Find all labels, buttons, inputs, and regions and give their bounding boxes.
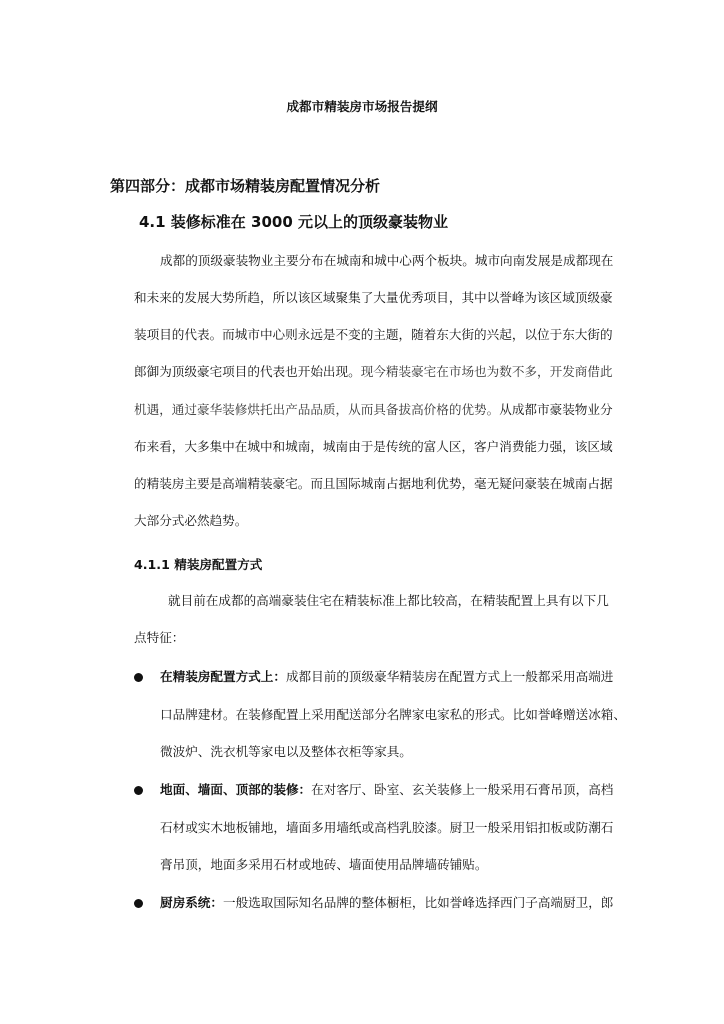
paragraph-line	[134, 363, 613, 381]
bullet-label: 厨房系统：	[160, 895, 223, 910]
paragraph-line: 大部分式必然趋势。	[134, 513, 248, 528]
bullet-text: 成都目前的顶级豪华精装房在配置方式上一般都采用高端进	[285, 669, 614, 684]
section-heading: 4.1 装修标准在 3000 元以上的顶级豪装物业	[139, 213, 448, 231]
bullet-line	[160, 781, 613, 799]
paragraph-text-serif: 机遇，通过豪华装修烘托出产品品质，从而具备拔高价格的优势。	[134, 402, 500, 417]
subsection-heading: 4.1.1 精装房配置方式	[134, 557, 263, 572]
paragraph-line: 布来看，大多集中在城中和城南，城南由于是传统的富人区，客户消费能力强，该区域	[134, 439, 613, 454]
part-heading: 第四部分：成都市场精装房配置情况分析	[110, 177, 381, 195]
bullet-text: 一般选取国际知名品牌的整体橱柜，比如誉峰选择西门子高端厨卫，郎	[222, 895, 614, 910]
paragraph-text: 郎御为顶级豪宅项目的代表也开始出现。	[134, 364, 361, 379]
paragraph-text: 从成都市豪装物业分	[499, 402, 613, 417]
bullet-label: 地面、墙面、顶部的装修：	[160, 782, 312, 797]
paragraph-line: 和未来的发展大势所趋，所以该区域聚集了大量优秀项目，其中以誉峰为该区域顶级豪	[134, 290, 613, 305]
bullet-line	[160, 668, 613, 686]
bullet-icon	[134, 899, 143, 908]
paragraph-line: 点特征：	[134, 630, 185, 645]
bullet-line: 口品牌建材。在装修配置上采用配送部分名牌家电家私的形式。比如誉峰赠送冰箱、	[160, 707, 626, 722]
paragraph-line: 装项目的代表。而城市中心则永远是不变的主题，随着东大街的兴起，以位于东大街的	[134, 327, 613, 342]
paragraph-line: 就目前在成都的高端豪装住宅在精装标准上都比较高，在精装配置上具有以下几	[168, 593, 609, 608]
paragraph-line	[134, 401, 613, 419]
paragraph-text-serif: 现今精装豪宅在市场也为数不多，开发商借此	[360, 364, 613, 379]
document-title: 成都市精装房市场报告提纲	[286, 99, 438, 114]
bullet-icon	[134, 673, 143, 682]
bullet-line	[160, 894, 613, 912]
bullet-label: 在精装房配置方式上：	[160, 669, 286, 684]
bullet-line: 膏吊顶，地面多采用石材或地砖、墙面使用品牌墙砖铺贴。	[160, 857, 488, 872]
bullet-icon	[134, 786, 143, 795]
bullet-text: 在对客厅、卧室、玄关装修上一般采用石膏吊顶，高档	[311, 782, 614, 797]
paragraph-line: 成都的顶级豪装物业主要分布在城南和城中心两个板块。城市向南发展是成都现在	[160, 253, 614, 268]
paragraph-line: 的精装房主要是高端精装豪宅。而且国际城南占据地利优势，毫无疑问豪装在城南占据	[134, 476, 613, 491]
bullet-line: 微波炉、洗衣机等家电以及整体衣柜等家具。	[160, 744, 412, 759]
bullet-line: 石材或实木地板铺地，墙面多用墙纸或高档乳胶漆。厨卫一般采用铝扣板或防潮石	[160, 820, 614, 835]
